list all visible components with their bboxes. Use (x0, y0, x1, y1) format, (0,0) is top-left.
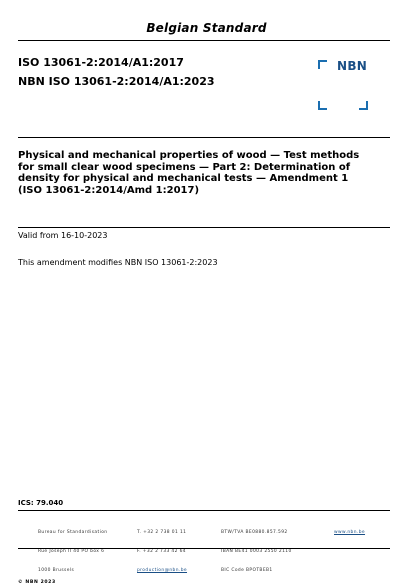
logo-corner (359, 101, 368, 110)
divider (18, 548, 390, 549)
nbn-logo (318, 60, 368, 110)
copyright-notice: © NBN 2023 (18, 580, 56, 585)
subject-line: Physical and mechanical properties of wood — Test methods (18, 150, 360, 161)
logo-text: NBN (337, 59, 368, 73)
address-line: 1000 Brussels (38, 567, 75, 573)
address-line: Bureau for Standardisation (38, 530, 108, 536)
logo-corner (318, 60, 327, 69)
divider (18, 510, 390, 511)
subject-line: density for physical and mechanical tests — Amendment 1 (18, 173, 349, 184)
website-link[interactable]: www.nbn.be (334, 530, 366, 536)
document-type-title: Belgian Standard (146, 21, 267, 35)
logo-corner (318, 101, 327, 110)
address-line: Rue Joseph II 40 PO box 6 (38, 549, 105, 555)
vat-number: BTW/TVA BE0880.857.592 (221, 530, 288, 536)
divider (18, 137, 390, 138)
subject-line: (ISO 13061-2:2014/Amd 1:2017) (18, 184, 200, 196)
document-subject (18, 150, 378, 196)
email-link[interactable]: production@nbn.be (137, 567, 188, 573)
bic-code: BIC Code BPOTBEB1 (221, 567, 273, 573)
footer-web (334, 518, 365, 543)
fax: F. +32 2 733 42 64 (137, 549, 187, 555)
phone: T. +32 2 738 01 11 (137, 530, 187, 536)
subject-line: for small clear wood specimens — Part 2: Determination of (18, 161, 351, 173)
footer-address (38, 518, 108, 580)
validity-date: Valid from 16-10-2023 (18, 231, 108, 240)
footer-bank (221, 518, 292, 580)
iso-standard-number: ISO 13061-2:2014/A1:2017 (18, 56, 184, 69)
ics-code: ICS: 79.040 (18, 499, 64, 507)
divider (18, 227, 390, 228)
divider (18, 40, 390, 41)
iban: IBAN BE41 0003 2550 2110 (221, 549, 292, 555)
amendment-note: This amendment modifies NBN ISO 13061-2:2023 (18, 258, 218, 267)
nbn-standard-number: NBN ISO 13061-2:2014/A1:2023 (18, 75, 215, 88)
footer-contact (137, 518, 187, 580)
